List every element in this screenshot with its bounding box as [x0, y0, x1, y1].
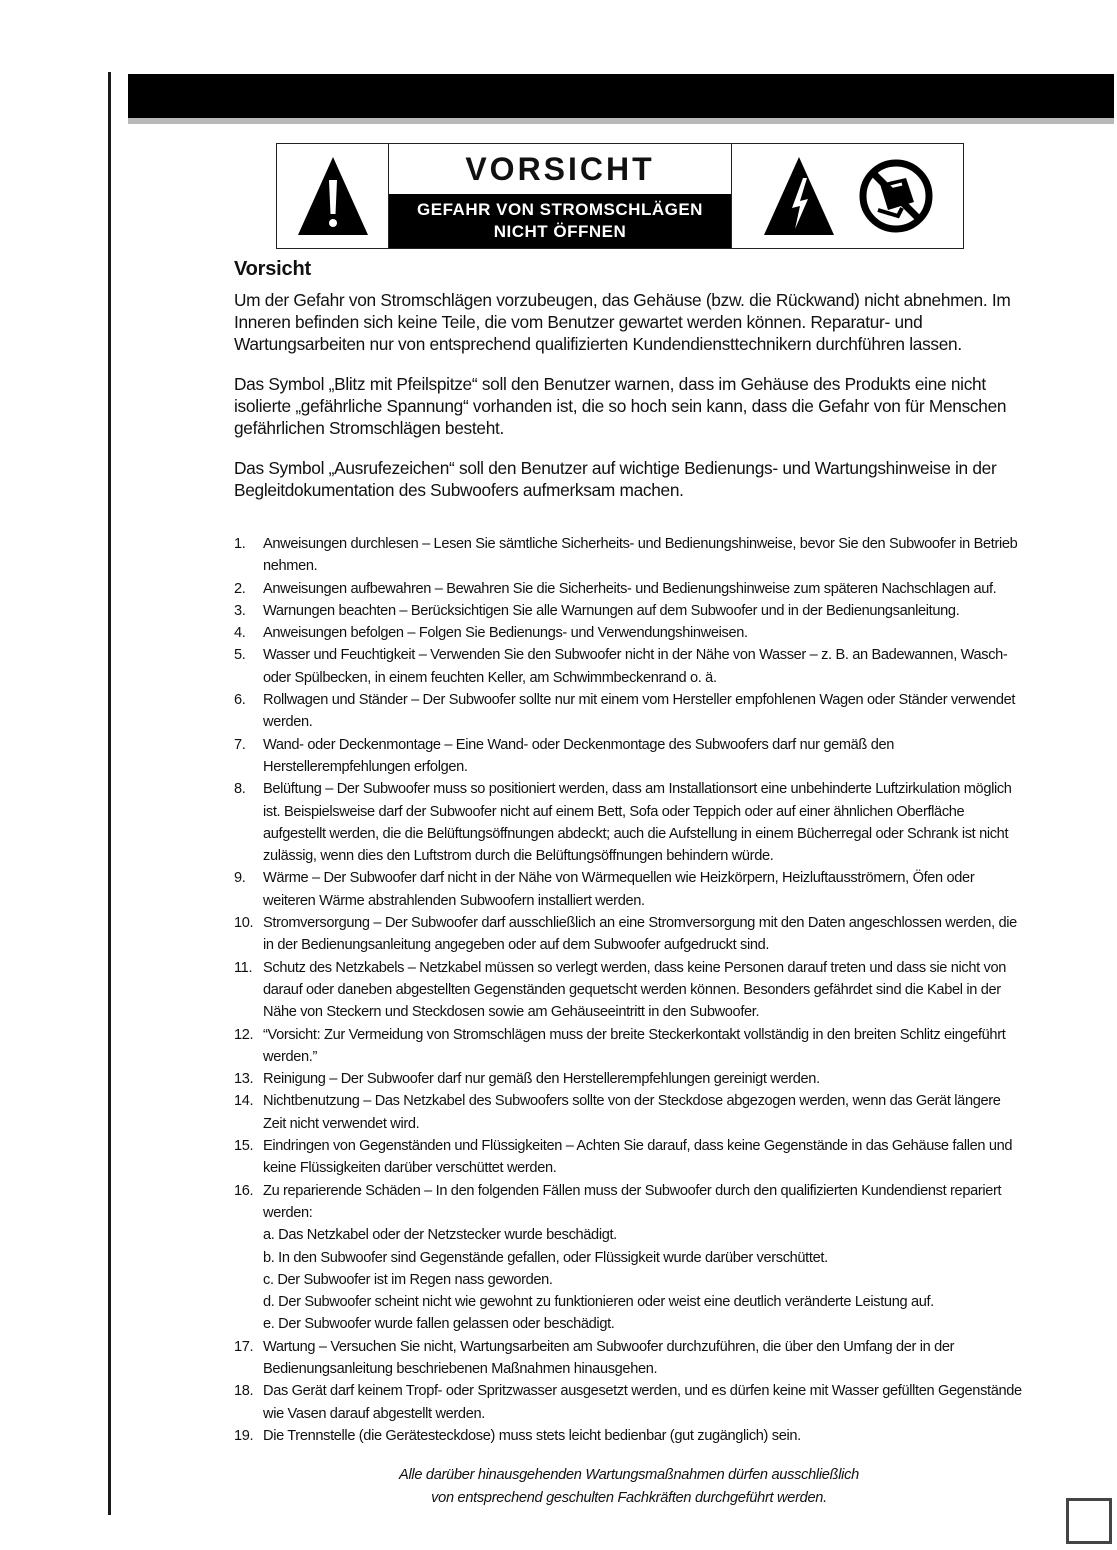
rule-number: 2. [234, 580, 246, 597]
caution-text-cell [389, 144, 732, 248]
rule-text: Wartung – Versuchen Sie nicht, Wartungsarbeiten am Subwoofer durchzuführen, die über den Umfang der in der Bedienungsanleitung beschriebenen Maßnahmen hinausgehen. [263, 1338, 955, 1377]
rule-text: Anweisungen befolgen – Folgen Sie Bedienungs- und Verwendungshinweisen. [263, 625, 748, 642]
rule-text: Zu reparierende Schäden – In den folgenden Fällen muss der Subwoofer durch den qualifizierten Kundendienst repariert werden: [263, 1182, 1002, 1221]
rule-number: 7. [234, 736, 246, 753]
rule-text-block [263, 1135, 1024, 1180]
rule-text: Warnungen beachten – Berücksichtigen Sie alle Warnungen auf dem Subwoofer und in der Bedienungsanleitung. [263, 602, 960, 619]
caution-title: VORSICHT [465, 150, 655, 187]
rule-text: Anweisungen aufbewahren – Bewahren Sie die Sicherheits- und Bedienungshinweise zum späteren Nachschlagen auf. [263, 580, 997, 597]
rule-text-block [263, 734, 1024, 779]
rule-text-block [263, 1180, 1024, 1336]
rule-text-block [263, 622, 1024, 644]
caution-label [276, 143, 964, 249]
rule-number: 18. [234, 1383, 254, 1400]
rule-text: Die Trennstelle (die Gerätesteckdose) muss stets leicht bedienbar (gut zugänglich) sein. [263, 1427, 801, 1444]
rule-text: Reinigung – Der Subwoofer darf nur gemäß den Herstellerempfehlungen gereinigt werden. [263, 1071, 820, 1088]
rule-item [234, 1180, 1024, 1336]
rule-number: 6. [234, 692, 246, 709]
rule-text: Wand- oder Deckenmontage – Eine Wand- oder Deckenmontage des Subwoofers darf nur gemäß den Herstellerempfehlungen erfolgen. [263, 736, 894, 775]
rule-item [234, 778, 1024, 867]
rule-item [234, 578, 1024, 600]
rule-text-block [263, 1068, 1024, 1090]
safety-rules-list [234, 533, 1024, 1447]
rule-number: 8. [234, 781, 246, 798]
rule-item [234, 644, 1024, 689]
page-number-box [1066, 1498, 1112, 1544]
rule-item [234, 533, 1024, 578]
rule-text: Belüftung – Der Subwoofer muss so positioniert werden, dass am Installationsort eine unbehinderte Luftzirkulation möglich ist. Beispielsweise darf der Subwoofer nicht auf einem Bett, Sofa oder Teppich oder auf einer ähnlichen Oberfläche aufgestellt werden, die die Belüftungsöffnungen abdeckt; auch die Aufstellung in einem Bücherregal oder Schrank ist nicht zulässig, wenn dies den Luftstrom durch die Belüftungsöffnungen behindern würde. [263, 781, 1012, 865]
rule-text-block [263, 867, 1024, 912]
rule-text: Wasser und Feuchtigkeit – Verwenden Sie den Subwoofer nicht in der Nähe von Wasser – z. B. an Badewannen, Wasch- oder Spülbecken, in einem feuchten Keller, am Schwimmbeckenrand o. ä. [263, 647, 1008, 686]
rule-text-block [263, 1425, 1024, 1447]
rule-text: Nichtbenutzung – Das Netzkabel des Subwoofers sollte von der Steckdose abgezogen werden, wenn das Gerät längere Zeit nicht verwendet wird. [263, 1093, 1001, 1132]
rule-item [234, 1090, 1024, 1135]
rule-text-block [263, 1024, 1024, 1069]
rule-text: Eindringen von Gegenständen und Flüssigkeiten – Achten Sie darauf, dass keine Gegenstände in das Gehäuse fallen und keine Flüssigkeiten darüber verschüttet werden. [263, 1138, 1013, 1177]
lightning-triangle-icon [762, 154, 836, 238]
rule-number: 9. [234, 870, 246, 887]
rule-subitem: a. Das Netzkabel oder der Netzstecker wurde beschädigt. [263, 1227, 617, 1244]
rule-subitem: e. Der Subwoofer wurde fallen gelassen oder beschädigt. [263, 1316, 615, 1333]
rule-item [234, 867, 1024, 912]
caution-right-cell [732, 144, 963, 248]
rule-number: 5. [234, 647, 246, 664]
rule-text: Schutz des Netzkabels – Netzkabel müssen so verlegt werden, dass keine Personen darauf treten und dass sie nicht von darauf oder daneben abgestellten Gegenständen gequetscht werden können. Besonders gefährdet sind die Kabel in der Nähe von Steckern und Steckdosen sowie am Gehäuseeintritt in den Subwoofer. [263, 959, 1007, 1021]
intro-paragraph: Das Symbol „Blitz mit Pfeilspitze“ soll den Benutzer warnen, dass im Gehäuse des Produkts eine nicht isolierte „gefährliche Spannung“ vorhanden ist, die so hoch sein kann, dass die Gefahr von für Menschen gefährlichen Stromschlägen besteht. [234, 374, 1007, 438]
rule-text-block [263, 1336, 1024, 1381]
intro-paragraphs [234, 289, 1034, 519]
rule-text: “Vorsicht: Zur Vermeidung von Stromschlägen muss der breite Steckerkontakt vollständig in den breiten Schlitz eingeführt werden.” [263, 1026, 1006, 1065]
rule-item [234, 600, 1024, 622]
exclamation-triangle-icon [296, 154, 370, 238]
rule-number: 4. [234, 625, 246, 642]
rule-item [234, 957, 1024, 1024]
rule-item [234, 1135, 1024, 1180]
rule-text-block [263, 578, 1024, 600]
rule-number: 11. [234, 959, 253, 976]
closing-note [234, 1464, 1024, 1509]
section-heading: Vorsicht [234, 258, 311, 280]
rule-text-block [263, 689, 1024, 734]
rule-number: 16. [234, 1182, 254, 1199]
rule-item [234, 1425, 1024, 1447]
rule-item [234, 734, 1024, 779]
header-bar [128, 74, 1114, 118]
rule-number: 15. [234, 1138, 254, 1155]
rule-item [234, 1068, 1024, 1090]
rule-text-block [263, 533, 1024, 578]
rule-text-block [263, 644, 1024, 689]
caution-line-2: NICHT ÖFFNEN [493, 222, 627, 241]
rule-item [234, 1336, 1024, 1381]
rule-number: 12. [234, 1026, 254, 1043]
intro-paragraph: Das Symbol „Ausrufezeichen“ soll den Benutzer auf wichtige Bedienungs- und Wartungshinweise in der Begleitdokumentation des Subwoofers aufmerksam machen. [234, 458, 997, 500]
no-open-icon [858, 158, 934, 234]
closing-line-2: von entsprechend geschulten Fachkräften durchgeführt werden. [431, 1489, 827, 1506]
closing-line-1: Alle darüber hinausgehenden Wartungsmaßnahmen dürfen ausschließlich [399, 1467, 859, 1483]
rule-text-block [263, 1380, 1024, 1425]
rule-text-block [263, 957, 1024, 1024]
rule-text: Rollwagen und Ständer – Der Subwoofer sollte nur mit einem vom Hersteller empfohlenen Wagen oder Ständer verwendet werden. [263, 692, 1016, 731]
rule-item [234, 912, 1024, 957]
rule-text: Das Gerät darf keinem Tropf- oder Spritzwasser ausgesetzt werden, und es dürfen keine mit Wasser gefüllten Gegenstände wie Vasen darauf abgestellt werden. [263, 1383, 1022, 1422]
rule-text-block [263, 600, 1024, 622]
rule-subitem: b. In den Subwoofer sind Gegenstände gefallen, oder Flüssigkeit wurde darüber verschüttet. [263, 1249, 828, 1266]
rule-subitem: c. Der Subwoofer ist im Regen nass geworden. [263, 1271, 553, 1288]
rule-text: Stromversorgung – Der Subwoofer darf ausschließlich an eine Stromversorgung mit den Daten angeschlossen werden, die in der Bedienungsanleitung angegeben oder auf dem Subwoofer aufgedruckt sind. [263, 915, 1017, 954]
rule-subitem: d. Der Subwoofer scheint nicht wie gewohnt zu funktionieren oder weist eine deutlich veränderte Leistung auf. [263, 1294, 934, 1311]
rule-number: 13. [234, 1071, 254, 1088]
rule-text-block [263, 778, 1024, 867]
intro-paragraph: Um der Gefahr von Stromschlägen vorzubeugen, das Gehäuse (bzw. die Rückwand) nicht abnehmen. Im Inneren befinden sich keine Teile, die vom Benutzer gewartet werden können. Reparatur- und Wartungsarbeiten nur von entsprechend qualifizierten Kundendiensttechnikern durchführen lassen. [234, 290, 1011, 354]
rule-number: 10. [234, 915, 254, 932]
rule-item [234, 1024, 1024, 1069]
caution-subtitle [389, 194, 731, 248]
rule-text: Wärme – Der Subwoofer darf nicht in der Nähe von Wärmequellen wie Heizkörpern, Heizluftausströmern, Öfen oder weiteren Wärme abstrahlenden Subwoofern installiert werden. [263, 870, 975, 909]
rule-text-block [263, 1090, 1024, 1135]
rule-item [234, 622, 1024, 644]
caution-line-1: GEFAHR VON STROMSCHLÄGEN [417, 200, 703, 219]
left-margin-rule [108, 72, 111, 1515]
rule-item [234, 1380, 1024, 1425]
rule-text: Anweisungen durchlesen – Lesen Sie sämtliche Sicherheits- und Bedienungshinweise, bevor Sie den Subwoofer in Betrieb nehmen. [263, 536, 1018, 575]
rule-number: 1. [234, 536, 246, 552]
rule-number: 3. [234, 602, 246, 619]
rule-text-block [263, 912, 1024, 957]
rule-item [234, 689, 1024, 734]
rule-number: 17. [234, 1338, 254, 1355]
rule-number: 19. [234, 1427, 254, 1444]
rule-number: 14. [234, 1093, 254, 1110]
caution-left-cell [277, 144, 389, 248]
